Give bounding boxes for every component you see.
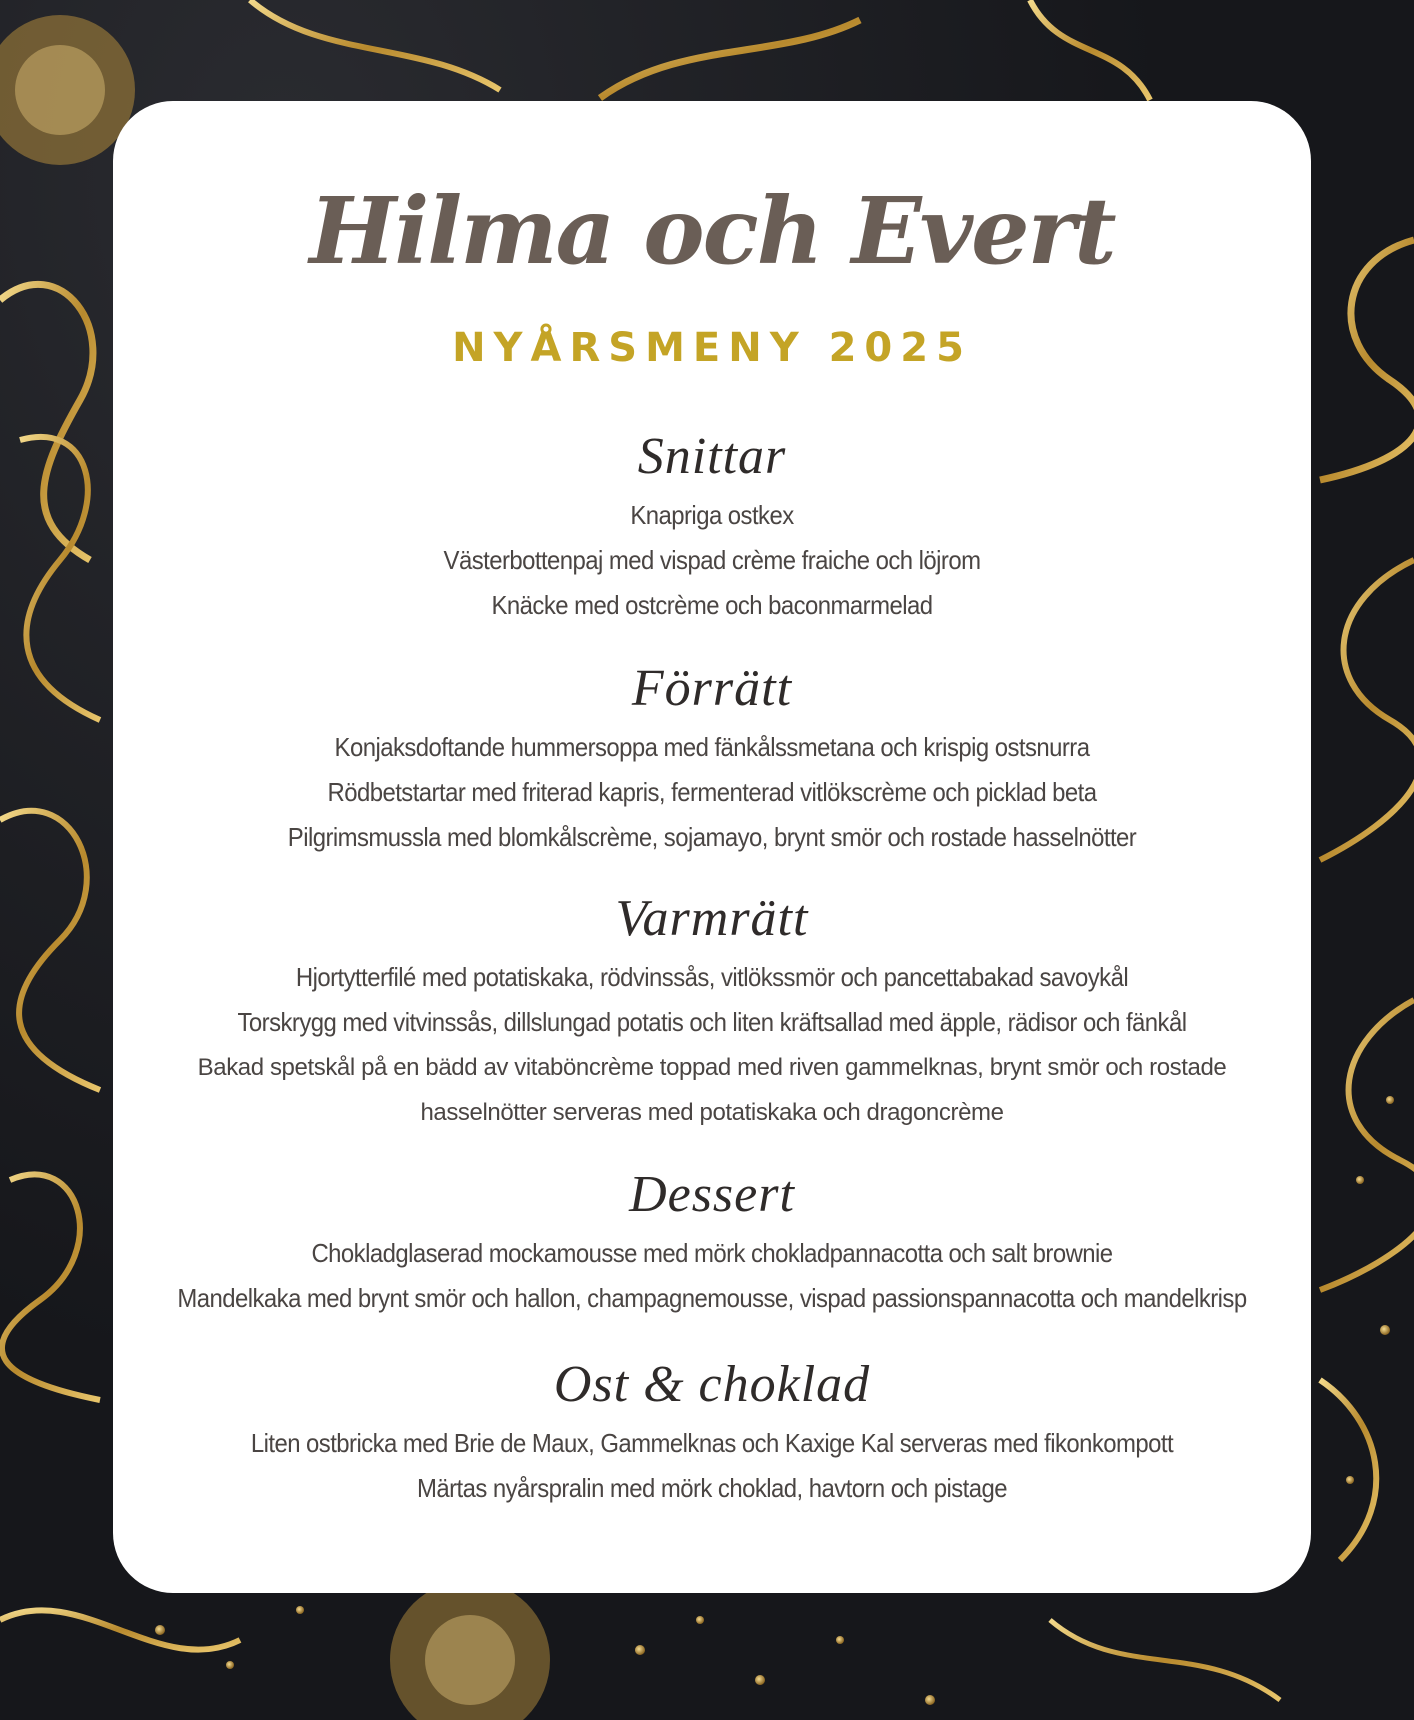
menu-item: Västerbottenpaj med vispad crème fraiche och löjrom [443, 545, 981, 575]
menu-item: Chokladglaserad mockamousse med mörk chokladpannacotta och salt brownie [311, 1238, 1113, 1268]
menu-item: Hjortytterfilé med potatiskaka, rödvinssås, vitlökssmör och pancettabakad savoykål [295, 962, 1129, 992]
section-heading: Ost & choklad [553, 1356, 871, 1413]
section-forratt [113, 660, 1311, 860]
section-snittar [113, 428, 1311, 628]
menu-card [113, 101, 1311, 1593]
menu-item: Märtas nyårspralin med mörk choklad, havtorn och pistage [417, 1473, 1007, 1503]
section-varmratt [113, 890, 1311, 1135]
menu-item: Knapriga ostkex [630, 500, 794, 530]
section-ost-choklad [113, 1356, 1311, 1511]
section-heading: Varmrätt [615, 890, 809, 947]
section-heading: Förrätt [631, 660, 793, 717]
restaurant-name: Hilma och Evert [309, 177, 1115, 285]
menu-item: Mandelkaka med brynt smör och hallon, champagnemousse, vispad passionspannacotta och mandelkrisp [177, 1283, 1247, 1313]
section-heading: Dessert [629, 1166, 795, 1223]
menu-item: Torskrygg med vitvinssås, dillslungad potatis och liten kräftsallad med äpple, rädisor och fänkål [237, 1007, 1187, 1037]
menu-title: NYÅRSMENY 2025 [452, 325, 972, 371]
menu-item: Pilgrimsmussla med blomkålscrème, sojamayo, brynt smör och rostade hasselnötter [287, 822, 1137, 852]
section-dessert [113, 1166, 1311, 1321]
menu-item: Rödbetstartar med friterad kapris, fermenterad vitlökscrème och picklad beta [327, 777, 1097, 807]
menu-item: Knäcke med ostcrème och baconmarmelad [491, 590, 933, 620]
section-heading: Snittar [637, 428, 787, 485]
menu-item: Liten ostbricka med Brie de Maux, Gammelknas och Kaxige Kal serveras med fikonkompott [250, 1428, 1174, 1458]
menu-item: Bakad spetskål på en bädd av vitaböncrème toppad med riven gammelknas, brynt smör och rostade hasselnötter serveras med potatiskaka och dragoncrème [197, 1054, 1227, 1126]
menu-item: Konjaksdoftande hummersoppa med fänkålssmetana och krispig ostsnurra [334, 732, 1090, 762]
